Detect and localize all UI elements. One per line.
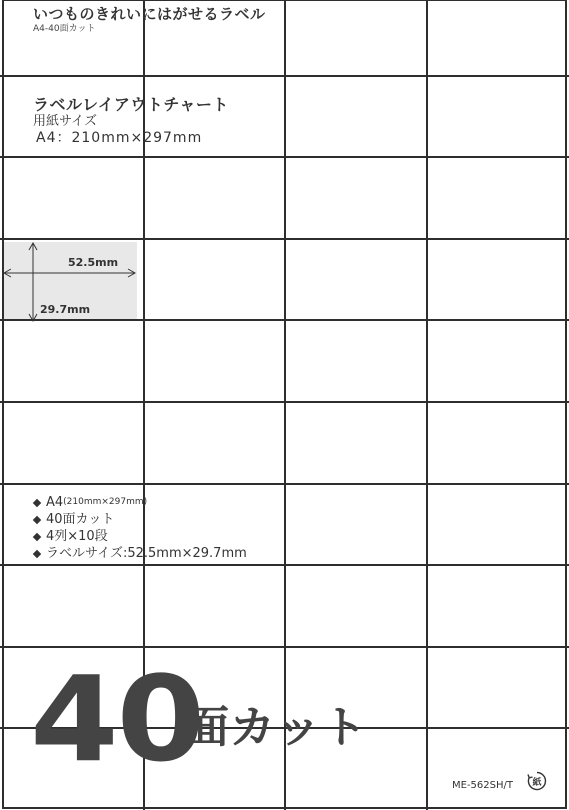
label-width-dimension: 52.5mm — [68, 256, 119, 269]
spec-item-grid — [32, 528, 247, 545]
brand-title: いつものきれいにはがせるラベル — [33, 5, 266, 23]
product-code: ME-562SH/T — [452, 780, 513, 791]
hero-number: 40 — [30, 650, 204, 788]
label-height-dimension: 29.7mm — [40, 303, 91, 316]
spec-list — [32, 494, 247, 562]
spec-item-paper — [32, 494, 247, 511]
paper-size-label: 用紙サイズ — [33, 114, 97, 129]
recycle-mark-label: 紙 — [532, 777, 542, 788]
layout-chart-title: ラベルレイアウトチャート — [33, 95, 229, 114]
brand-subtitle: A4-40面カット — [33, 24, 96, 34]
hero-text: 面カット — [183, 702, 368, 753]
spec-paper-note: (210mm×297mm) — [63, 497, 148, 507]
spec-item-cut — [32, 511, 247, 528]
paper-size-value: A4：210mm×297mm — [36, 130, 203, 146]
diamond-bullet-icon — [33, 532, 41, 540]
spec-grid: 4列×10段 — [46, 529, 108, 544]
paper-recycle-icon — [527, 771, 547, 791]
spec-label-size: ラベルサイズ:52.5mm×29.7mm — [46, 546, 247, 561]
spec-cut: 40面カット — [46, 512, 115, 527]
spec-item-label-size — [32, 545, 247, 562]
diamond-bullet-icon — [33, 515, 41, 523]
diamond-bullet-icon — [33, 549, 41, 557]
spec-paper-main: A4 — [46, 495, 64, 510]
diamond-bullet-icon — [33, 498, 41, 506]
